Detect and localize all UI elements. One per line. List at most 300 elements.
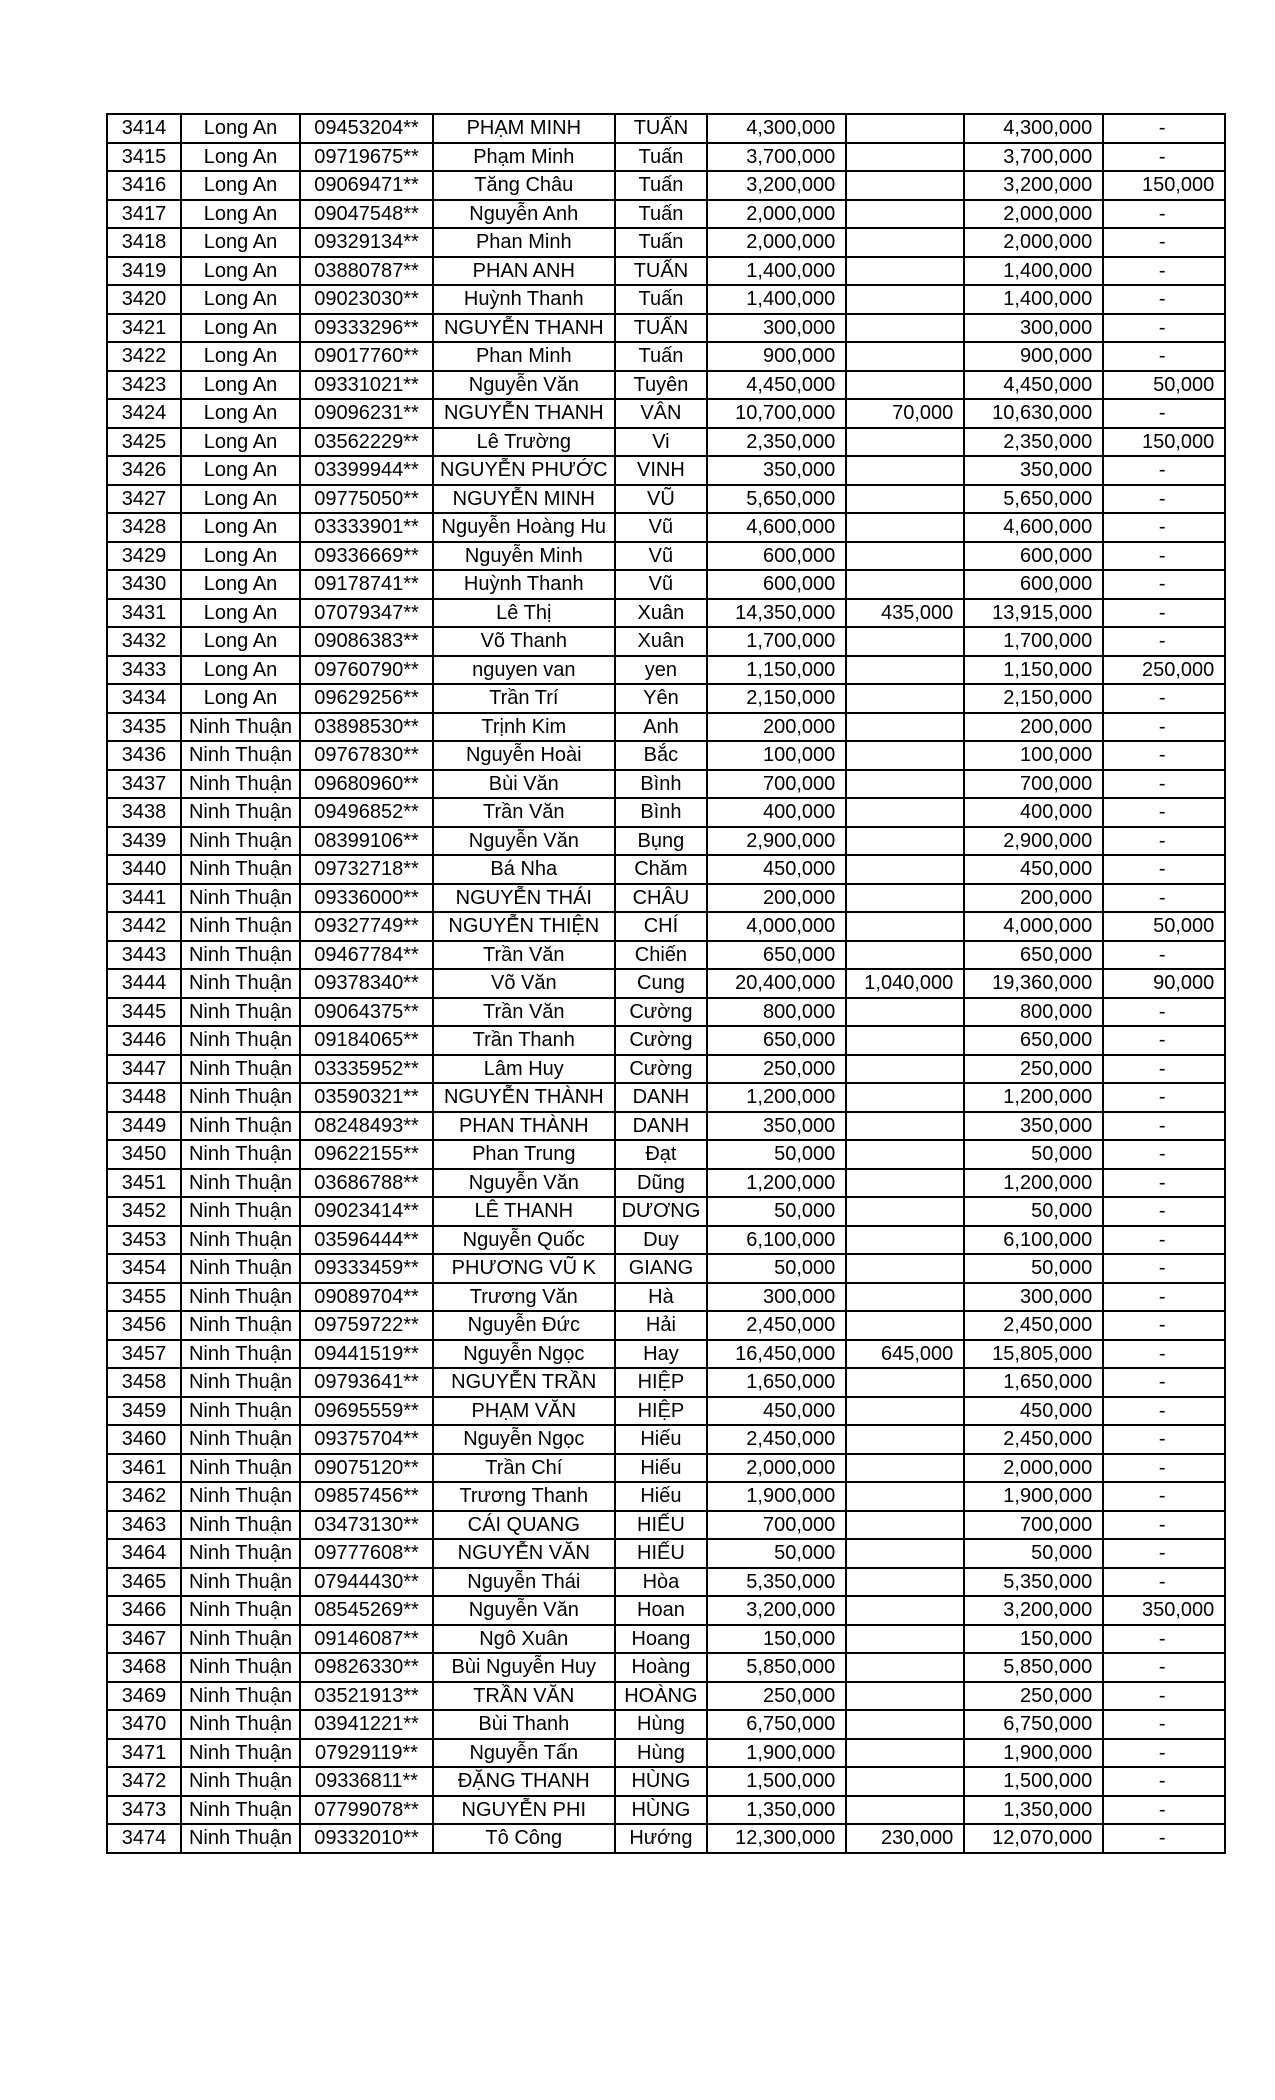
fee-cell (846, 143, 964, 172)
fee-cell (846, 998, 964, 1027)
net-amount-cell: 13,915,000 (964, 599, 1103, 628)
given-name-cell: Vũ (615, 542, 708, 571)
bonus-cell: - (1103, 542, 1225, 571)
net-amount-cell: 1,200,000 (964, 1169, 1103, 1198)
bonus-cell: - (1103, 1739, 1225, 1768)
fee-cell: 230,000 (846, 1824, 964, 1853)
surname-cell: Lê Thị (433, 599, 615, 628)
amount-cell: 250,000 (707, 1682, 846, 1711)
net-amount-cell: 1,700,000 (964, 627, 1103, 656)
given-name-cell: Hiếu (615, 1425, 708, 1454)
bonus-cell: - (1103, 143, 1225, 172)
net-amount-cell: 2,900,000 (964, 827, 1103, 856)
province-cell: Ninh Thuận (181, 1568, 300, 1597)
given-name-cell: CHÍ (615, 912, 708, 941)
phone-cell: 09336000** (300, 884, 433, 913)
table-row (107, 884, 1225, 913)
amount-cell: 4,450,000 (707, 371, 846, 400)
surname-cell: Nguyễn Quốc (433, 1226, 615, 1255)
province-cell: Long An (181, 399, 300, 428)
index-cell: 3447 (107, 1055, 181, 1084)
surname-cell: Lê Trường (433, 428, 615, 457)
table-row (107, 1454, 1225, 1483)
table-row (107, 827, 1225, 856)
table-row (107, 1824, 1225, 1853)
fee-cell: 435,000 (846, 599, 964, 628)
net-amount-cell: 3,200,000 (964, 1596, 1103, 1625)
table-row (107, 855, 1225, 884)
fee-cell (846, 713, 964, 742)
surname-cell: NGUYỄN PHƯỚC (433, 456, 615, 485)
phone-cell: 09047548** (300, 200, 433, 229)
bonus-cell: - (1103, 1511, 1225, 1540)
amount-cell: 700,000 (707, 1511, 846, 1540)
index-cell: 3443 (107, 941, 181, 970)
net-amount-cell: 300,000 (964, 1283, 1103, 1312)
net-amount-cell: 1,150,000 (964, 656, 1103, 685)
given-name-cell: Bụng (615, 827, 708, 856)
table-row (107, 428, 1225, 457)
amount-cell: 20,400,000 (707, 969, 846, 998)
given-name-cell: Xuân (615, 627, 708, 656)
province-cell: Ninh Thuận (181, 1739, 300, 1768)
phone-cell: 07929119** (300, 1739, 433, 1768)
index-cell: 3437 (107, 770, 181, 799)
phone-cell: 03335952** (300, 1055, 433, 1084)
surname-cell: PHƯƠNG VŨ K (433, 1254, 615, 1283)
index-cell: 3439 (107, 827, 181, 856)
surname-cell: Võ Văn (433, 969, 615, 998)
table-row (107, 143, 1225, 172)
province-cell: Ninh Thuận (181, 1055, 300, 1084)
bonus-cell: - (1103, 1454, 1225, 1483)
amount-cell: 1,200,000 (707, 1169, 846, 1198)
phone-cell: 09453204** (300, 114, 433, 143)
phone-cell: 09719675** (300, 143, 433, 172)
surname-cell: Phan Minh (433, 228, 615, 257)
table-row (107, 371, 1225, 400)
province-cell: Ninh Thuận (181, 1511, 300, 1540)
amount-cell: 2,150,000 (707, 684, 846, 713)
table-row (107, 485, 1225, 514)
phone-cell: 07079347** (300, 599, 433, 628)
given-name-cell: VŨ (615, 485, 708, 514)
surname-cell: nguyen van (433, 656, 615, 685)
province-cell: Long An (181, 627, 300, 656)
bonus-cell: - (1103, 599, 1225, 628)
province-cell: Ninh Thuận (181, 1710, 300, 1739)
phone-cell: 09089704** (300, 1283, 433, 1312)
net-amount-cell: 5,650,000 (964, 485, 1103, 514)
index-cell: 3419 (107, 257, 181, 286)
amount-cell: 2,000,000 (707, 200, 846, 229)
fee-cell (846, 257, 964, 286)
table-row (107, 770, 1225, 799)
amount-cell: 5,850,000 (707, 1653, 846, 1682)
table-row (107, 1796, 1225, 1825)
province-cell: Long An (181, 371, 300, 400)
surname-cell: CÁI QUANG (433, 1511, 615, 1540)
phone-cell: 09333296** (300, 314, 433, 343)
fee-cell (846, 513, 964, 542)
amount-cell: 800,000 (707, 998, 846, 1027)
given-name-cell: Anh (615, 713, 708, 742)
given-name-cell: DƯƠNG (615, 1197, 708, 1226)
surname-cell: Nguyễn Văn (433, 1169, 615, 1198)
table-row (107, 1368, 1225, 1397)
table-row (107, 1026, 1225, 1055)
amount-cell: 200,000 (707, 884, 846, 913)
given-name-cell: Vũ (615, 513, 708, 542)
bonus-cell: 250,000 (1103, 656, 1225, 685)
table-row (107, 1254, 1225, 1283)
given-name-cell: Vũ (615, 570, 708, 599)
given-name-cell: VINH (615, 456, 708, 485)
fee-cell (846, 1112, 964, 1141)
amount-cell: 450,000 (707, 855, 846, 884)
table-row (107, 285, 1225, 314)
fee-cell (846, 912, 964, 941)
surname-cell: PHAN ANH (433, 257, 615, 286)
amount-cell: 16,450,000 (707, 1340, 846, 1369)
fee-cell (846, 1083, 964, 1112)
index-cell: 3474 (107, 1824, 181, 1853)
net-amount-cell: 50,000 (964, 1197, 1103, 1226)
given-name-cell: HIỆP (615, 1397, 708, 1426)
index-cell: 3444 (107, 969, 181, 998)
net-amount-cell: 800,000 (964, 998, 1103, 1027)
province-cell: Ninh Thuận (181, 1596, 300, 1625)
phone-cell: 03399944** (300, 456, 433, 485)
table-row (107, 1055, 1225, 1084)
given-name-cell: HOÀNG (615, 1682, 708, 1711)
given-name-cell: Vi (615, 428, 708, 457)
index-cell: 3446 (107, 1026, 181, 1055)
amount-cell: 300,000 (707, 314, 846, 343)
net-amount-cell: 2,350,000 (964, 428, 1103, 457)
fee-cell (846, 456, 964, 485)
amount-cell: 350,000 (707, 456, 846, 485)
table-row (107, 1739, 1225, 1768)
given-name-cell: HIẾU (615, 1511, 708, 1540)
phone-cell: 09184065** (300, 1026, 433, 1055)
phone-cell: 03333901** (300, 513, 433, 542)
fee-cell (846, 171, 964, 200)
amount-cell: 5,350,000 (707, 1568, 846, 1597)
fee-cell (846, 1739, 964, 1768)
table-row (107, 969, 1225, 998)
phone-cell: 09333459** (300, 1254, 433, 1283)
fee-cell (846, 798, 964, 827)
fee-cell (846, 684, 964, 713)
table-row (107, 627, 1225, 656)
given-name-cell: Hoàng (615, 1653, 708, 1682)
province-cell: Ninh Thuận (181, 1340, 300, 1369)
province-cell: Ninh Thuận (181, 1283, 300, 1312)
index-cell: 3457 (107, 1340, 181, 1369)
surname-cell: NGUYỄN THIỆN (433, 912, 615, 941)
given-name-cell: Tuấn (615, 143, 708, 172)
bonus-cell: - (1103, 1682, 1225, 1711)
phone-cell: 09332010** (300, 1824, 433, 1853)
index-cell: 3451 (107, 1169, 181, 1198)
phone-cell: 09496852** (300, 798, 433, 827)
bonus-cell: - (1103, 627, 1225, 656)
given-name-cell: CHÂU (615, 884, 708, 913)
fee-cell (846, 114, 964, 143)
index-cell: 3450 (107, 1140, 181, 1169)
phone-cell: 09375704** (300, 1425, 433, 1454)
fee-cell (846, 741, 964, 770)
surname-cell: Phan Trung (433, 1140, 615, 1169)
given-name-cell: Cường (615, 1055, 708, 1084)
net-amount-cell: 1,900,000 (964, 1739, 1103, 1768)
given-name-cell: Tuấn (615, 342, 708, 371)
province-cell: Ninh Thuận (181, 1425, 300, 1454)
phone-cell: 09775050** (300, 485, 433, 514)
table-row (107, 1767, 1225, 1796)
table-row (107, 798, 1225, 827)
index-cell: 3468 (107, 1653, 181, 1682)
fee-cell (846, 314, 964, 343)
amount-cell: 700,000 (707, 770, 846, 799)
index-cell: 3463 (107, 1511, 181, 1540)
bonus-cell: - (1103, 884, 1225, 913)
phone-cell: 03898530** (300, 713, 433, 742)
bonus-cell: - (1103, 1283, 1225, 1312)
amount-cell: 300,000 (707, 1283, 846, 1312)
amount-cell: 3,700,000 (707, 143, 846, 172)
given-name-cell: VÂN (615, 399, 708, 428)
table-row (107, 1625, 1225, 1654)
bonus-cell: 350,000 (1103, 1596, 1225, 1625)
bonus-cell: - (1103, 399, 1225, 428)
surname-cell: Nguyễn Thái (433, 1568, 615, 1597)
net-amount-cell: 1,200,000 (964, 1083, 1103, 1112)
bonus-cell: - (1103, 1796, 1225, 1825)
net-amount-cell: 1,500,000 (964, 1767, 1103, 1796)
phone-cell: 07944430** (300, 1568, 433, 1597)
amount-cell: 3,200,000 (707, 171, 846, 200)
table-row (107, 1083, 1225, 1112)
province-cell: Long An (181, 485, 300, 514)
bonus-cell: - (1103, 1425, 1225, 1454)
index-cell: 3459 (107, 1397, 181, 1426)
province-cell: Ninh Thuận (181, 969, 300, 998)
net-amount-cell: 350,000 (964, 456, 1103, 485)
fee-cell (846, 1140, 964, 1169)
bonus-cell: - (1103, 713, 1225, 742)
table-row (107, 1425, 1225, 1454)
amount-cell: 650,000 (707, 941, 846, 970)
amount-cell: 900,000 (707, 342, 846, 371)
amount-cell: 1,200,000 (707, 1083, 846, 1112)
fee-cell (846, 1568, 964, 1597)
bonus-cell: - (1103, 1311, 1225, 1340)
given-name-cell: Tuấn (615, 285, 708, 314)
fee-cell (846, 855, 964, 884)
given-name-cell: Cường (615, 998, 708, 1027)
phone-cell: 09075120** (300, 1454, 433, 1483)
bonus-cell: 50,000 (1103, 371, 1225, 400)
bonus-cell: - (1103, 342, 1225, 371)
bonus-cell: - (1103, 1026, 1225, 1055)
amount-cell: 400,000 (707, 798, 846, 827)
given-name-cell: Hoan (615, 1596, 708, 1625)
bonus-cell: 90,000 (1103, 969, 1225, 998)
surname-cell: NGUYỄN THÀNH (433, 1083, 615, 1112)
phone-cell: 09178741** (300, 570, 433, 599)
net-amount-cell: 600,000 (964, 542, 1103, 571)
bonus-cell: - (1103, 285, 1225, 314)
surname-cell: Trần Văn (433, 941, 615, 970)
bonus-cell: - (1103, 485, 1225, 514)
given-name-cell: Bắc (615, 741, 708, 770)
fee-cell: 1,040,000 (846, 969, 964, 998)
index-cell: 3432 (107, 627, 181, 656)
amount-cell: 1,900,000 (707, 1482, 846, 1511)
amount-cell: 3,200,000 (707, 1596, 846, 1625)
table-row (107, 1169, 1225, 1198)
index-cell: 3441 (107, 884, 181, 913)
phone-cell: 09064375** (300, 998, 433, 1027)
bonus-cell: - (1103, 513, 1225, 542)
index-cell: 3415 (107, 143, 181, 172)
surname-cell: Huỳnh Thanh (433, 285, 615, 314)
province-cell: Ninh Thuận (181, 741, 300, 770)
amount-cell: 2,450,000 (707, 1425, 846, 1454)
amount-cell: 2,450,000 (707, 1311, 846, 1340)
amount-cell: 5,650,000 (707, 485, 846, 514)
phone-cell: 09069471** (300, 171, 433, 200)
net-amount-cell: 200,000 (964, 713, 1103, 742)
index-cell: 3431 (107, 599, 181, 628)
province-cell: Ninh Thuận (181, 1140, 300, 1169)
net-amount-cell: 650,000 (964, 941, 1103, 970)
province-cell: Long An (181, 599, 300, 628)
index-cell: 3458 (107, 1368, 181, 1397)
phone-cell: 08248493** (300, 1112, 433, 1141)
index-cell: 3462 (107, 1482, 181, 1511)
table-row (107, 542, 1225, 571)
phone-cell: 09441519** (300, 1340, 433, 1369)
fee-cell (846, 371, 964, 400)
province-cell: Ninh Thuận (181, 884, 300, 913)
index-cell: 3417 (107, 200, 181, 229)
province-cell: Ninh Thuận (181, 1767, 300, 1796)
index-cell: 3433 (107, 656, 181, 685)
table-row (107, 713, 1225, 742)
province-cell: Long An (181, 228, 300, 257)
province-cell: Ninh Thuận (181, 1824, 300, 1853)
phone-cell: 09622155** (300, 1140, 433, 1169)
bonus-cell: - (1103, 1482, 1225, 1511)
province-cell: Long An (181, 684, 300, 713)
surname-cell: PHAN THÀNH (433, 1112, 615, 1141)
net-amount-cell: 1,350,000 (964, 1796, 1103, 1825)
given-name-cell: Hùng (615, 1710, 708, 1739)
province-cell: Ninh Thuận (181, 1226, 300, 1255)
given-name-cell: Hiếu (615, 1482, 708, 1511)
surname-cell: Nguyễn Hoài (433, 741, 615, 770)
given-name-cell: Chăm (615, 855, 708, 884)
amount-cell: 1,350,000 (707, 1796, 846, 1825)
phone-cell: 09793641** (300, 1368, 433, 1397)
fee-cell (846, 1311, 964, 1340)
surname-cell: Trịnh Kim (433, 713, 615, 742)
province-cell: Long An (181, 428, 300, 457)
province-cell: Ninh Thuận (181, 1112, 300, 1141)
fee-cell (846, 941, 964, 970)
bonus-cell: - (1103, 257, 1225, 286)
given-name-cell: yen (615, 656, 708, 685)
index-cell: 3467 (107, 1625, 181, 1654)
fee-cell (846, 1197, 964, 1226)
phone-cell: 09767830** (300, 741, 433, 770)
net-amount-cell: 4,300,000 (964, 114, 1103, 143)
table-row (107, 1653, 1225, 1682)
table-row (107, 114, 1225, 143)
phone-cell: 03473130** (300, 1511, 433, 1540)
bonus-cell: 150,000 (1103, 171, 1225, 200)
net-amount-cell: 15,805,000 (964, 1340, 1103, 1369)
given-name-cell: Hà (615, 1283, 708, 1312)
province-cell: Long An (181, 200, 300, 229)
net-amount-cell: 50,000 (964, 1140, 1103, 1169)
province-cell: Ninh Thuận (181, 1454, 300, 1483)
index-cell: 3436 (107, 741, 181, 770)
index-cell: 3456 (107, 1311, 181, 1340)
given-name-cell: Tuyên (615, 371, 708, 400)
fee-cell (846, 570, 964, 599)
amount-cell: 1,150,000 (707, 656, 846, 685)
given-name-cell: HIỆP (615, 1368, 708, 1397)
given-name-cell: Đạt (615, 1140, 708, 1169)
amount-cell: 600,000 (707, 570, 846, 599)
province-cell: Ninh Thuận (181, 770, 300, 799)
fee-cell (846, 542, 964, 571)
phone-cell: 09857456** (300, 1482, 433, 1511)
given-name-cell: HÙNG (615, 1796, 708, 1825)
index-cell: 3420 (107, 285, 181, 314)
bonus-cell: - (1103, 1710, 1225, 1739)
net-amount-cell: 4,000,000 (964, 912, 1103, 941)
net-amount-cell: 1,900,000 (964, 1482, 1103, 1511)
phone-cell: 09760790** (300, 656, 433, 685)
index-cell: 3452 (107, 1197, 181, 1226)
index-cell: 3453 (107, 1226, 181, 1255)
phone-cell: 09336811** (300, 1767, 433, 1796)
phone-cell: 03941221** (300, 1710, 433, 1739)
bonus-cell: - (1103, 941, 1225, 970)
phone-cell: 09023030** (300, 285, 433, 314)
net-amount-cell: 50,000 (964, 1254, 1103, 1283)
amount-cell: 200,000 (707, 713, 846, 742)
net-amount-cell: 2,000,000 (964, 200, 1103, 229)
bonus-cell: - (1103, 1397, 1225, 1426)
phone-cell: 07799078** (300, 1796, 433, 1825)
surname-cell: Nguyễn Minh (433, 542, 615, 571)
surname-cell: Bùi Văn (433, 770, 615, 799)
surname-cell: Bá Nha (433, 855, 615, 884)
surname-cell: NGUYỄN THÁI (433, 884, 615, 913)
province-cell: Ninh Thuận (181, 855, 300, 884)
index-cell: 3448 (107, 1083, 181, 1112)
bonus-cell: - (1103, 1368, 1225, 1397)
province-cell: Ninh Thuận (181, 998, 300, 1027)
table-row (107, 1226, 1225, 1255)
surname-cell: Phan Minh (433, 342, 615, 371)
